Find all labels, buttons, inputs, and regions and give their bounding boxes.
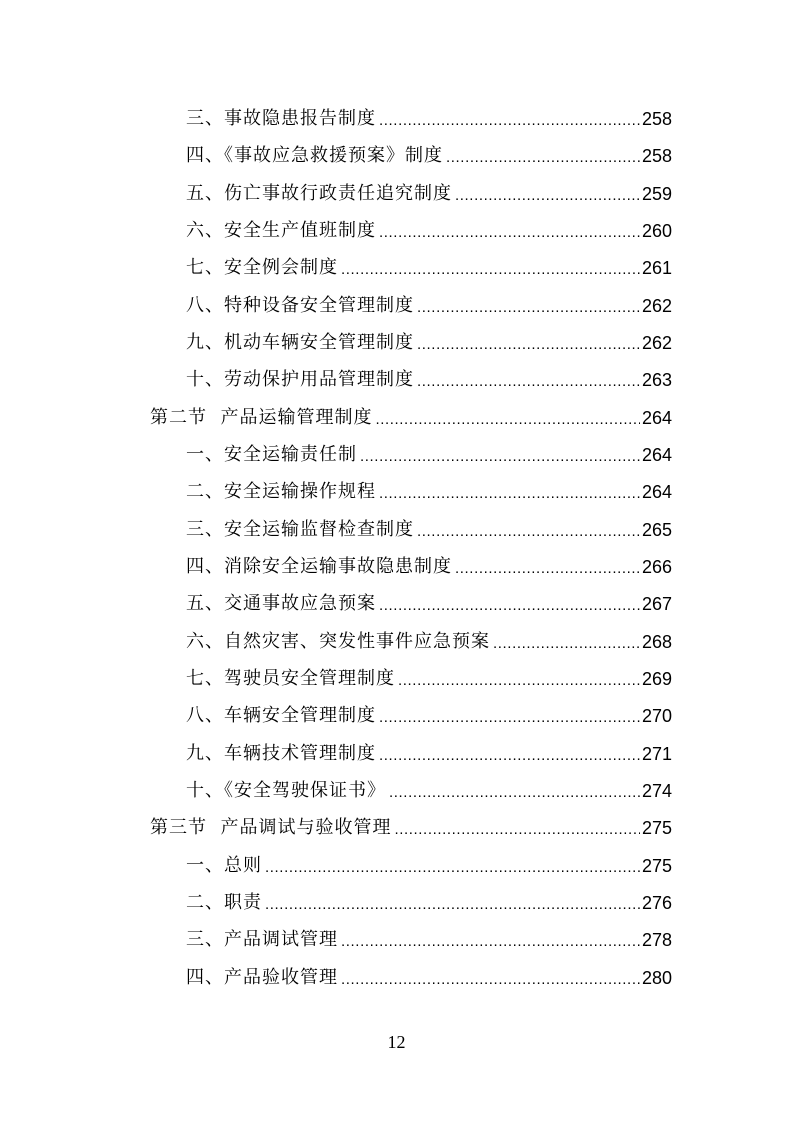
toc-section-entry[interactable]	[150, 813, 672, 839]
toc-dot-leader	[455, 560, 640, 578]
toc-dot-leader	[265, 896, 640, 914]
toc-entry-page: 263	[641, 370, 672, 390]
toc-section-label: 第三节 产品调试与验收管理	[150, 817, 392, 838]
toc-dot-leader	[379, 597, 640, 615]
toc-entry-label: 九、机动车辆安全管理制度	[186, 332, 414, 353]
toc-entry-page: 262	[641, 296, 672, 316]
toc-entry[interactable]	[186, 589, 672, 615]
toc-dot-leader	[379, 747, 640, 765]
toc-dot-leader	[341, 971, 640, 989]
toc-entry-label: 七、安全例会制度	[186, 257, 338, 278]
toc-entry[interactable]	[186, 963, 672, 989]
toc-entry-page: 267	[641, 594, 672, 614]
toc-dot-leader	[455, 187, 640, 205]
toc-entry-label: 五、交通事故应急预案	[186, 593, 376, 614]
toc-entry-page: 261	[641, 258, 672, 278]
page-number: 12	[387, 1032, 406, 1052]
toc-entry-page: 275	[641, 818, 672, 838]
toc-entry-page: 270	[641, 706, 672, 726]
toc-entry[interactable]	[186, 216, 672, 242]
toc-dot-leader	[379, 485, 640, 503]
toc-entry[interactable]	[186, 328, 672, 354]
toc-entry-page: 264	[641, 445, 672, 465]
toc-entry-page: 269	[641, 669, 672, 689]
toc-dot-leader	[265, 859, 640, 877]
toc-entry-label: 四、产品验收管理	[186, 967, 338, 988]
toc-entry[interactable]	[186, 664, 672, 690]
toc-dot-leader	[417, 299, 640, 317]
toc-dot-leader	[379, 224, 640, 242]
toc-entry-label: 十、《安全驾驶保证书》	[186, 780, 386, 801]
toc-entry-page: 275	[641, 856, 672, 876]
toc-entry-label: 八、车辆安全管理制度	[186, 705, 376, 726]
toc-dot-leader	[493, 635, 640, 653]
toc-entry-label: 一、安全运输责任制	[186, 444, 357, 465]
toc-entry-page: 258	[641, 109, 672, 129]
toc-entry-page: 264	[641, 408, 672, 428]
toc-entry-label: 九、车辆技术管理制度	[186, 743, 376, 764]
toc-entry-page: 264	[641, 482, 672, 502]
toc-entry[interactable]	[186, 888, 672, 914]
toc-entry-label: 八、特种设备安全管理制度	[186, 295, 414, 316]
toc-entry[interactable]	[186, 627, 672, 653]
toc-entry-label: 四、《事故应急救援预案》制度	[186, 145, 443, 166]
toc-dot-leader	[379, 112, 640, 130]
toc-entry[interactable]	[186, 925, 672, 951]
toc-entry-page: 259	[641, 184, 672, 204]
toc-entry[interactable]	[186, 851, 672, 877]
toc-entry[interactable]	[186, 141, 672, 167]
toc-entry-page: 280	[641, 968, 672, 988]
toc-entry-page: 268	[641, 632, 672, 652]
toc-dot-leader	[379, 709, 640, 727]
toc-entry-page: 260	[641, 221, 672, 241]
toc-entry-label: 一、总则	[186, 855, 262, 876]
toc-dot-leader	[375, 411, 640, 429]
toc-entry-label: 三、安全运输监督检查制度	[186, 519, 414, 540]
toc-dot-leader	[360, 448, 640, 466]
toc-entry[interactable]	[186, 477, 672, 503]
toc-entry[interactable]	[186, 365, 672, 391]
toc-entry[interactable]	[186, 552, 672, 578]
toc-entry-label: 五、伤亡事故行政责任追究制度	[186, 183, 452, 204]
toc-entry-label: 七、驾驶员安全管理制度	[186, 668, 395, 689]
toc-entry-page: 265	[641, 520, 672, 540]
toc-entry-label: 三、事故隐患报告制度	[186, 108, 376, 129]
toc-dot-leader	[394, 821, 640, 839]
toc-entry-label: 四、消除安全运输事故隐患制度	[186, 556, 452, 577]
toc-entry[interactable]	[186, 440, 672, 466]
toc-entry-page: 258	[641, 146, 672, 166]
toc-section-entry[interactable]	[150, 403, 672, 429]
toc-entry-label: 十、劳动保护用品管理制度	[186, 369, 414, 390]
toc-entry-label: 六、安全生产值班制度	[186, 220, 376, 241]
toc-entry-label: 六、自然灾害、突发性事件应急预案	[186, 631, 490, 652]
toc-entry-page: 278	[641, 930, 672, 950]
toc-entry-page: 274	[641, 781, 672, 801]
toc-dot-leader	[446, 149, 640, 167]
toc-entry[interactable]	[186, 776, 672, 802]
toc-dot-leader	[417, 523, 640, 541]
toc-dot-leader	[341, 261, 640, 279]
toc-dot-leader	[417, 336, 640, 354]
toc-entry-page: 262	[641, 333, 672, 353]
toc-entry-page: 271	[641, 744, 672, 764]
toc-entry[interactable]	[186, 179, 672, 205]
toc-entry[interactable]	[186, 739, 672, 765]
toc-entry[interactable]	[186, 291, 672, 317]
toc-entry[interactable]	[186, 253, 672, 279]
toc-dot-leader	[417, 373, 640, 391]
toc-dot-leader	[398, 672, 640, 690]
toc-section-label: 第二节 产品运输管理制度	[150, 407, 373, 428]
toc-entry-label: 二、安全运输操作规程	[186, 481, 376, 502]
toc-entry-page: 266	[641, 557, 672, 577]
toc-entry[interactable]	[186, 701, 672, 727]
toc-dot-leader	[341, 933, 640, 951]
toc-entry-page: 276	[641, 893, 672, 913]
toc-entry-label: 二、职责	[186, 892, 262, 913]
toc-entry[interactable]	[186, 515, 672, 541]
toc-entry-label: 三、产品调试管理	[186, 929, 338, 950]
toc-dot-leader	[389, 784, 640, 802]
toc-entry[interactable]	[186, 104, 672, 130]
